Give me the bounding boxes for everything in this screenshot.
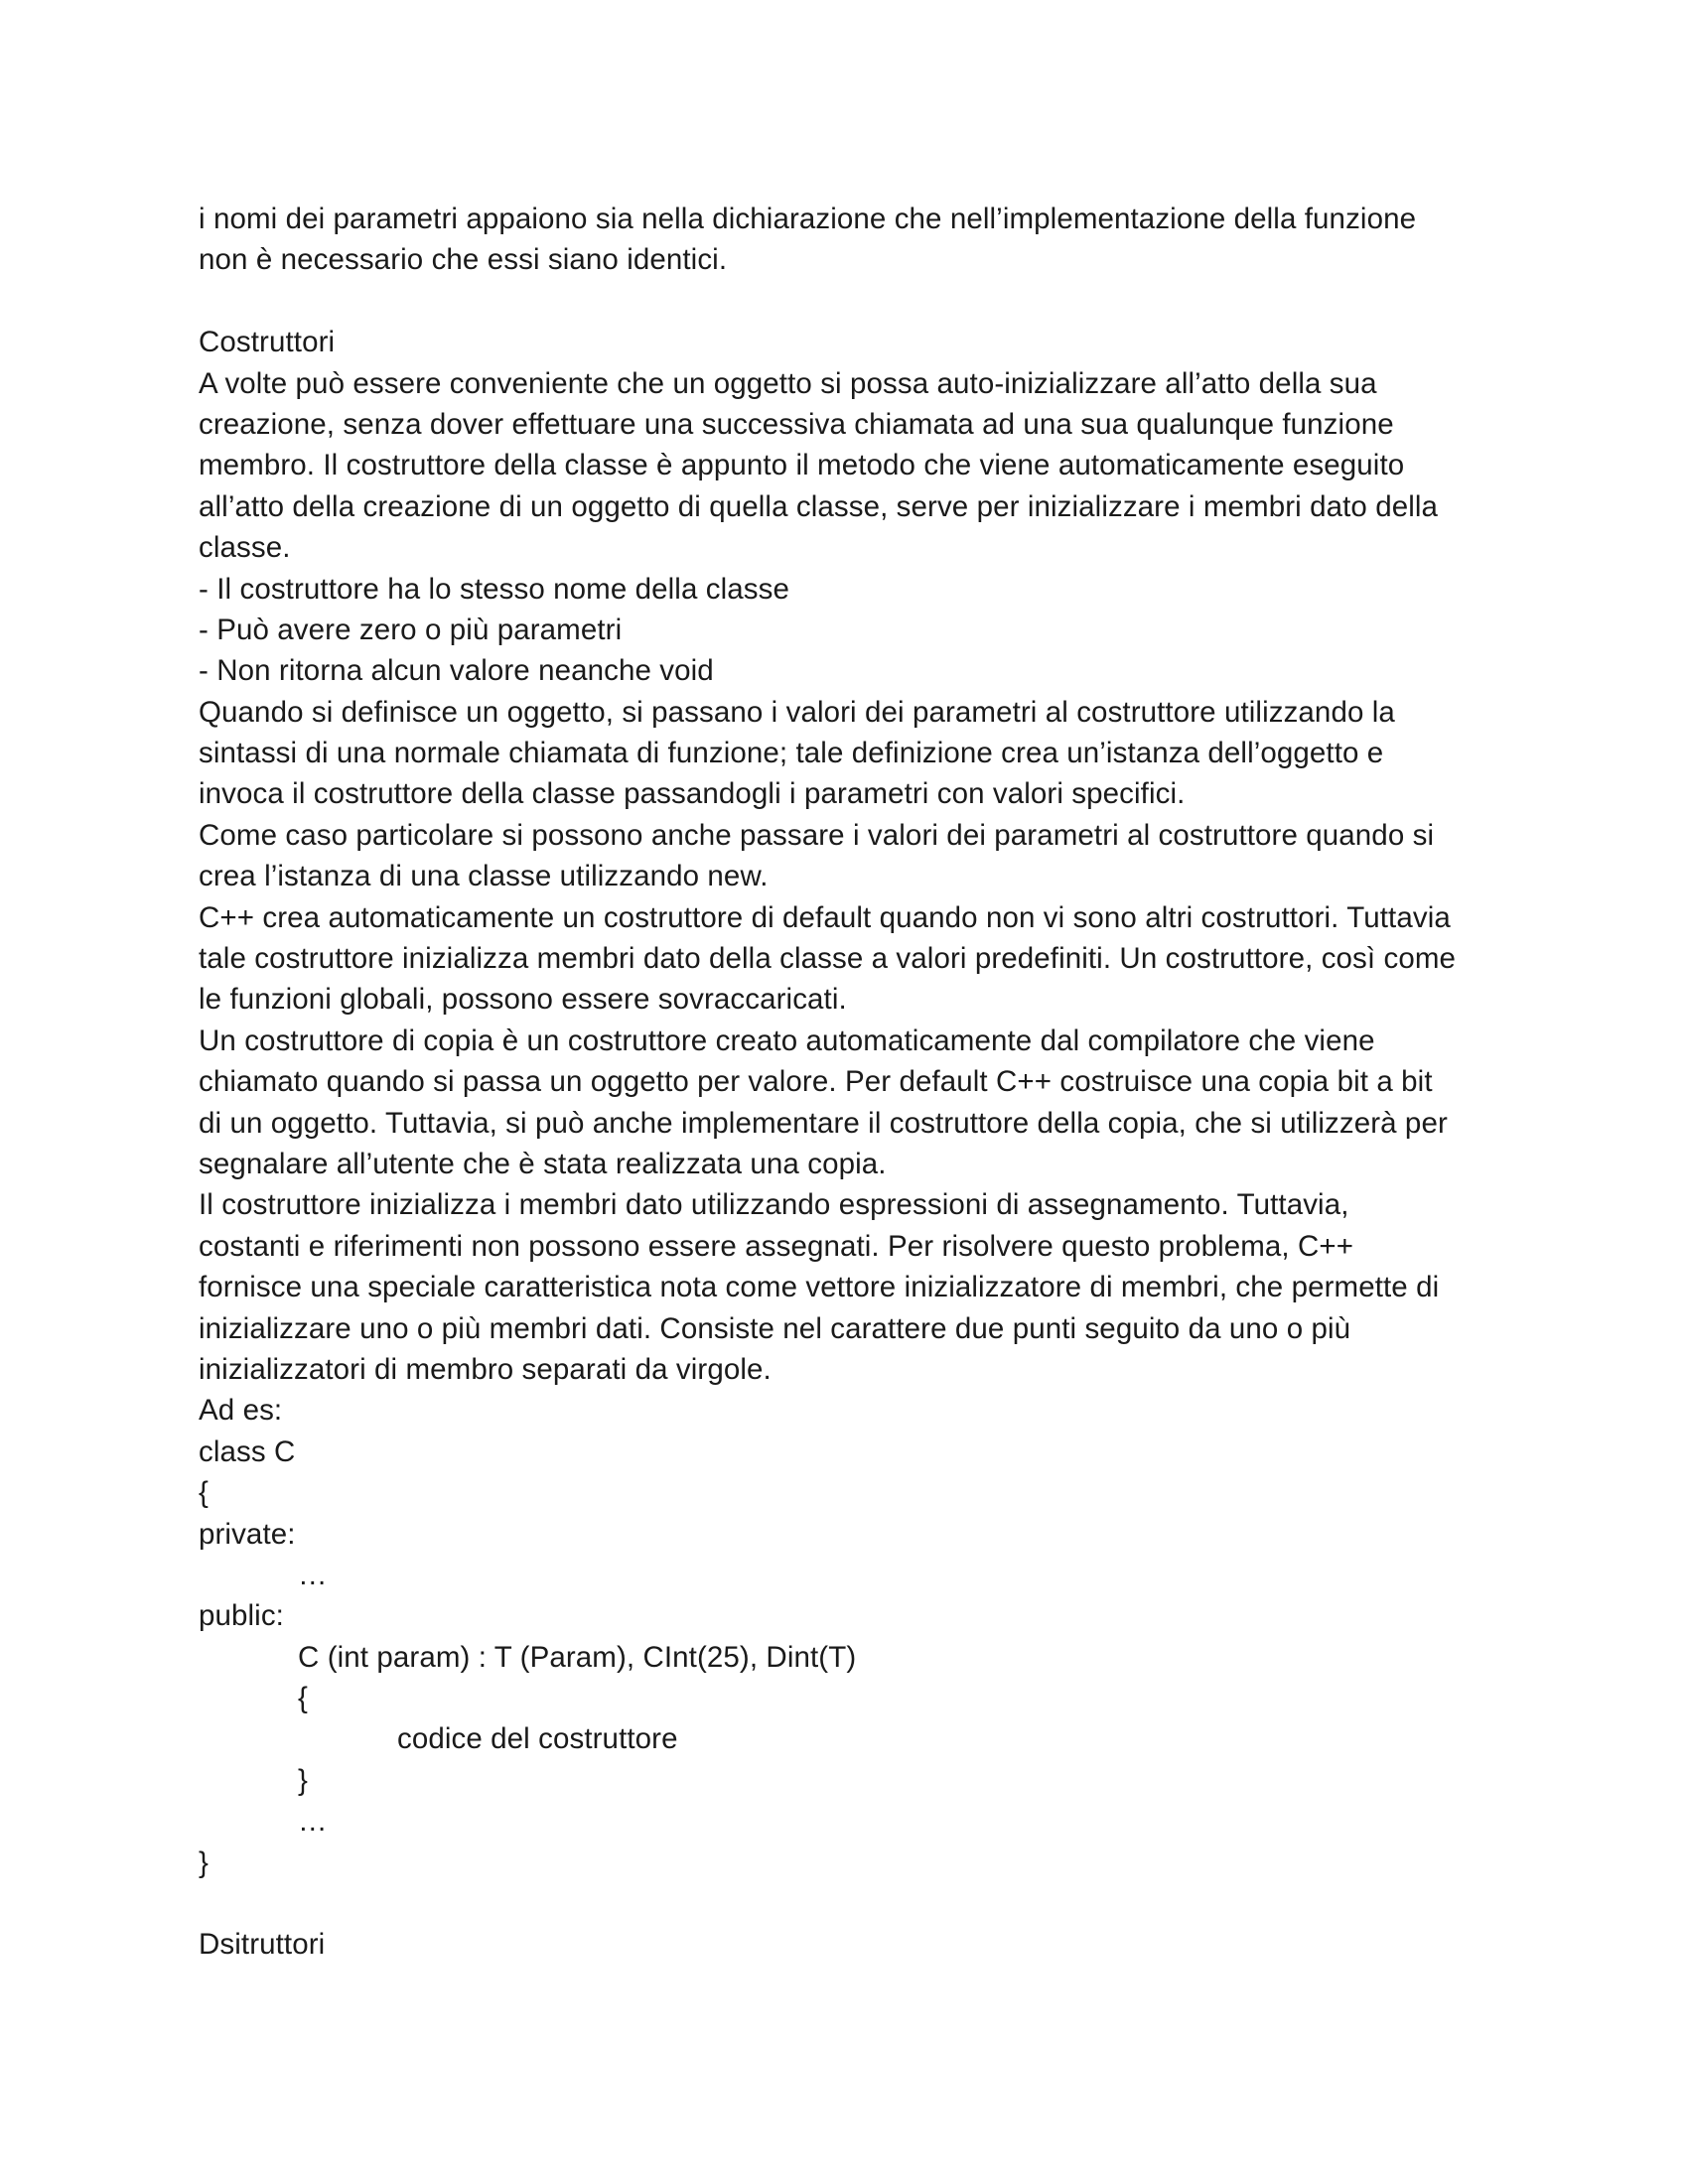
body-line: crea l’istanza di una classe utilizzando new.	[199, 860, 769, 893]
body-line: C++ crea automaticamente un costruttore di default quando non vi sono altri costruttori. Tuttavia	[199, 900, 1451, 934]
body-line: Il costruttore inizializza i membri dato utilizzando espressioni di assegnamento. Tuttavia,	[199, 1188, 1349, 1222]
body-line: Quando si definisce un oggetto, si passano i valori dei parametri al costruttore utilizzando la	[199, 695, 1395, 729]
code-line: codice del costruttore	[397, 1722, 678, 1756]
body-line: membro. Il costruttore della classe è appunto il metodo che viene automaticamente eseguito	[199, 449, 1405, 482]
code-line: …	[298, 1805, 328, 1839]
body-line: - Può avere zero o più parametri	[199, 613, 623, 646]
intro-line: i nomi dei parametri appaiono sia nella dichiarazione che nell’implementazione della funzione	[199, 203, 1417, 235]
body-line: classe.	[199, 531, 291, 565]
body-line: le funzioni globali, possono essere sovraccaricati.	[199, 983, 847, 1017]
body-line: chiamato quando si passa un oggetto per valore. Per default C++ costruisce una copia bit a bit	[199, 1065, 1433, 1099]
code-line: private:	[199, 1517, 296, 1551]
body-line: invoca il costruttore della classe passandogli i parametri con valori specifici.	[199, 777, 1186, 811]
body-line: Come caso particolare si possono anche passare i valori dei parametri al costruttore quando si	[199, 818, 1435, 852]
code-line: public:	[199, 1599, 284, 1633]
blank-line	[199, 1883, 1529, 1924]
code-line: {	[199, 1476, 209, 1510]
body-line: - Non ritorna alcun valore neanche void	[199, 654, 714, 688]
code-line: {	[298, 1682, 308, 1715]
body-line: A volte può essere conveniente che un oggetto si possa auto-inizializzare all’atto della sua	[199, 366, 1377, 400]
body-line: Ad es:	[199, 1394, 283, 1428]
body-line: Un costruttore di copia è un costruttore creato automaticamente dal compilatore che viene	[199, 1024, 1375, 1057]
code-line: C (int param) : T (Param), CInt(25), Dint(T)	[298, 1640, 857, 1674]
body-line: inizializzatori di membro separati da virgole.	[199, 1352, 772, 1386]
page-content	[199, 199, 1529, 1966]
code-example	[199, 1432, 1529, 1883]
body-line: - Il costruttore ha lo stesso nome della classe	[199, 572, 789, 606]
body-text	[199, 363, 1529, 1432]
body-line: fornisce una speciale caratteristica nota come vettore inizializzatore di membri, che permette di	[199, 1271, 1440, 1304]
body-line: costanti e riferimenti non possono essere assegnati. Per risolvere questo problema, C++	[199, 1229, 1354, 1263]
body-line: creazione, senza dover effettuare una successiva chiamata ad una sua qualunque funzione	[199, 407, 1394, 441]
code-line: class C	[199, 1434, 296, 1468]
intro-line: non è necessario che essi siano identici.	[199, 243, 728, 277]
body-line: sintassi di una normale chiamata di funzione; tale definizione crea un’istanza dell’oggetto e	[199, 737, 1384, 770]
body-line: segnalare all’utente che è stata realizzata una copia.	[199, 1147, 887, 1180]
body-line: all’atto della creazione di un oggetto di quella classe, serve per inizializzare i membri dato della	[199, 489, 1439, 523]
code-line: }	[298, 1763, 308, 1797]
section-title: Costruttori	[199, 326, 336, 359]
body-line: di un oggetto. Tuttavia, si può anche implementare il costruttore della copia, che si utilizzerà per	[199, 1106, 1448, 1140]
code-line: }	[199, 1845, 209, 1879]
body-line: inizializzare uno o più membri dati. Consiste nel carattere due punti seguito da uno o più	[199, 1311, 1351, 1345]
blank-line	[199, 281, 1529, 322]
next-section-title: Dsitruttori	[199, 1928, 326, 1962]
body-line: tale costruttore inizializza membri dato della classe a valori predefiniti. Un costruttore, così come	[199, 942, 1457, 976]
code-line: …	[298, 1558, 328, 1591]
